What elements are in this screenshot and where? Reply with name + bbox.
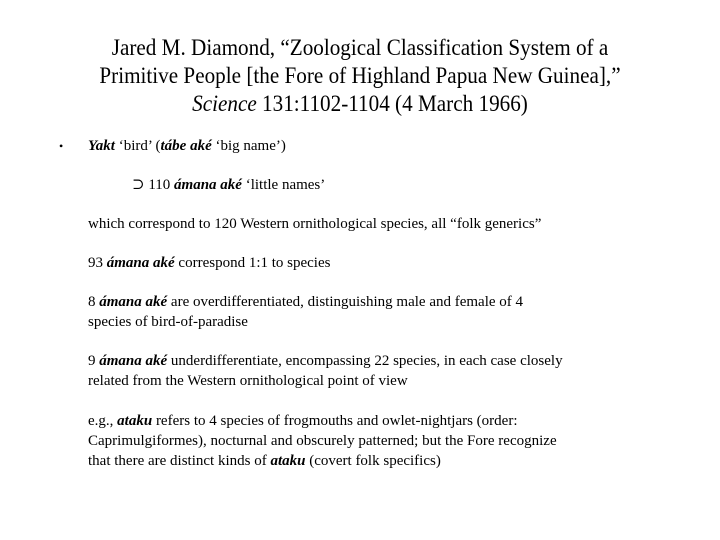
term-tabe-ake: tábe aké: [160, 138, 212, 154]
term-amana-ake: ámana aké: [99, 353, 168, 369]
term-yakt: Yakt: [88, 138, 115, 154]
gloss-bird: ‘bird’ (: [114, 138, 161, 154]
paragraph-underdifferentiate: [88, 351, 563, 391]
subset-line: [132, 175, 325, 195]
journal-name: Science: [192, 91, 257, 116]
subset-count: 110: [144, 177, 175, 193]
paragraph-text-line-2: Caprimulgiformes), nocturnal and obscurely patterned; but the Fore recognize: [88, 433, 557, 449]
paragraph-text-line-3-end: (covert folk specifics): [305, 453, 441, 469]
example-prefix: e.g.,: [88, 413, 118, 429]
paragraph-text: correspond 1:1 to species: [174, 255, 331, 271]
paragraph-text: are overdifferentiated, distinguishing male and female of 4: [167, 294, 524, 310]
gloss-little-names: ‘little names’: [241, 177, 326, 193]
paragraph-text: refers to 4 species of frogmouths and owlet-nightjars (order:: [152, 413, 518, 429]
term-amana-ake: ámana aké: [106, 255, 175, 271]
paragraph-text-line-3: that there are distinct kinds of: [88, 453, 271, 469]
count-8: 8: [88, 294, 100, 310]
term-amana-ake: ámana aké: [174, 177, 242, 193]
gloss-big-name: ‘big name’): [211, 138, 286, 154]
paragraph-one-to-one: [88, 253, 330, 273]
bullet-icon: •: [59, 139, 64, 153]
term-ataku: ataku: [270, 453, 306, 469]
citation-details: 131:1102-1104 (4 March 1966): [256, 91, 528, 116]
term-ataku: ataku: [117, 413, 153, 429]
title-line-3: [47, 90, 673, 118]
paragraph-correspondence: which correspond to 120 Western ornithological species, all “folk generics”: [88, 216, 542, 232]
paragraph-text: underdifferentiate, encompassing 22 species, in each case closely: [167, 353, 563, 369]
slide-title: [47, 34, 673, 118]
paragraph-example-ataku: [88, 411, 557, 471]
count-9: 9: [88, 353, 100, 369]
count-93: 93: [88, 255, 107, 271]
title-line-1: Jared M. Diamond, “Zoological Classification System of a: [111, 35, 609, 60]
paragraph-overdifferentiated: [88, 292, 523, 332]
paragraph-text-line-2: species of bird-of-paradise: [88, 314, 248, 330]
term-amana-ake: ámana aké: [99, 294, 168, 310]
paragraph-text-line-2: related from the Western ornithological point of view: [88, 373, 408, 389]
superset-icon: ⊃: [132, 177, 145, 193]
title-line-2: Primitive People [the Fore of Highland Papua New Guinea],”: [99, 63, 621, 88]
bullet-item-yakt: [88, 136, 286, 156]
